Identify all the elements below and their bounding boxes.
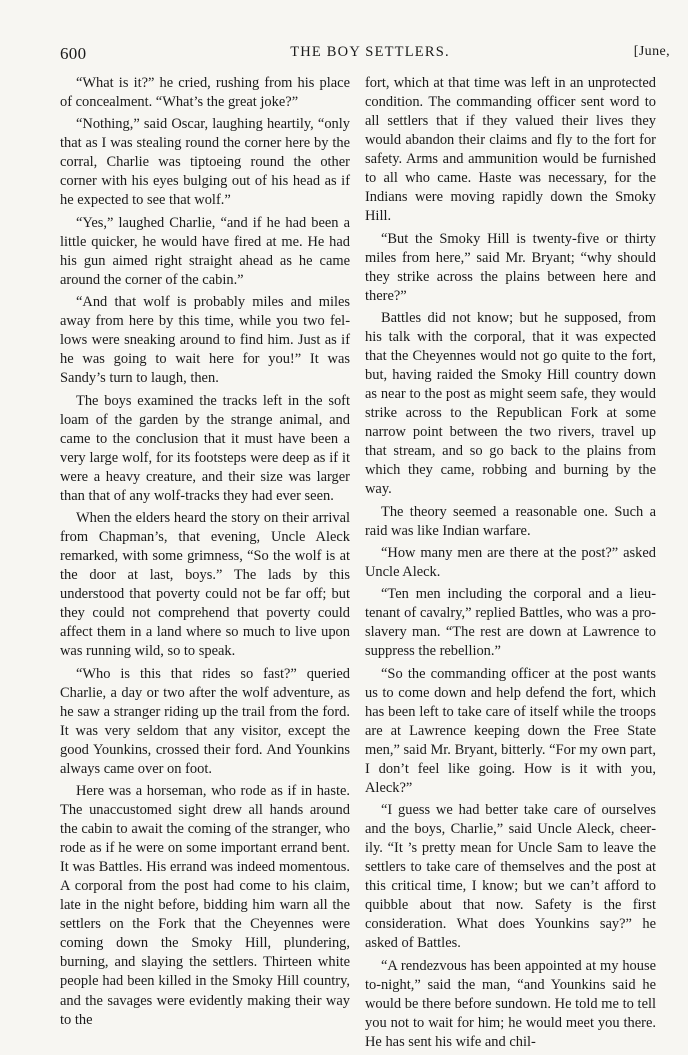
right-column	[365, 74, 656, 1055]
paragraph-continued: fort, which at that time was left in an unprotected condition. The commanding officer sent word to all settlers that if they valued their lives they would abandon their claims and fly to the fort for safety. Arms and ammunition would be furnished to all who came. Haste was necessary, for the Indians were moving rapidly down the Smoky Hill.	[365, 75, 656, 225]
paragraph: The boys examined the tracks left in the soft loam of the garden by the strange animal, and came to the conclusion that it must have been a very large wolf, for its footsteps were deep as if it were a heavy creature, and their size was larger than that of any wolf-tracks they had ever seen.	[60, 392, 350, 504]
paragraph: Here was a horseman, who rode as if in haste. The unaccustomed sight drew all hands around the cabin to await the coming of the stranger, who rode as if he were on some important errand bent. It was Battles. His errand was indeed momentous. A corporal from the post had come to his claim, late in the night before, bidding him warn all the settlers on the Fork that the Cheyennes were coming down the Smoky Hill, plundering, burning, and slaying the settlers. Thirteen white people had been killed in the Smoky Hill country, and the savages were evidently making their way to the	[60, 783, 350, 1028]
paragraph: When the elders heard the story on their arrival from Chapman’s, that evening, Uncle Aleck remarked, with some grimness, “So the wolf is at the door at last, boys.” The lads by this understood that poverty could not be far off; but they could not comprehend that poverty could affect them in a land where so much to live upon was running wild, so to speak.	[60, 509, 350, 660]
running-title: THE BOY SETTLERS.	[290, 44, 450, 60]
paragraph: “Ten men including the corporal and a lieutenant of cavalry,” replied Battles, who was a pro-slavery man. “The rest are down at Lawrence to suppress the rebellion.”	[365, 586, 656, 660]
paragraph: “Yes,” laughed Charlie, “and if he had been a little quicker, he would have fired at me. He had his gun aimed right straight ahead as he came around the corner of the cabin.”	[60, 214, 350, 288]
paragraph: “I guess we had better take care of ourselves and the boys, Charlie,” said Uncle Aleck, cheerily. “It ’s pretty mean for Uncle Sam to leave the settlers to take care of themselves and the post at this critical time, I know; but we can’t afford to quibble about that now. Safety is the first consideration. What does Younkins say?” he asked of Battles.	[365, 802, 656, 952]
paragraph: “A rendezvous has been appointed at my house to-night,” said the man, “and Younkins said he would be there before sundown. He told me to tell you not to wait for him; he would meet you there. He has sent his wife and chil-	[365, 957, 656, 1050]
paragraph: “Nothing,” said Oscar, laughing heartily, “only that as I was stealing round the corner here by the corral, Charlie was tiptoeing round the other corner with his eyes bulging out of his head as if he expected to see that wolf.”	[60, 116, 350, 209]
paragraph: The theory seemed a reasonable one. Such a raid was like Indian warfare.	[365, 503, 656, 539]
paragraph: “And that wolf is probably miles and miles away from here by this time, while you two fellows were sneaking around to find him. Just as if he was going to wait here for you!” It was Sandy’s turn to laugh, then.	[60, 294, 350, 387]
paragraph: “So the commanding officer at the post wants us to come down and help defend the fort, which has been left to take care of itself while the troops are at Lawrence keeping down the Free State men,” said Mr. Bryant, bitterly. “For my own part, I don’t feel like going. How is it with you, Aleck?”	[365, 665, 656, 796]
paragraph: “But the Smoky Hill is twenty-five or thirty miles from here,” said Mr. Bryant; “why should they strike across the plains between here and there?”	[365, 230, 656, 304]
left-column	[60, 74, 350, 1033]
paragraph: “Who is this that rides so fast?” queried Charlie, a day or two after the wolf adventure, as he saw a stranger riding up the trail from the ford. It was very seldom that any visitor, except the good Younkins, crossed their ford. And Younkins always came over on foot.	[60, 665, 350, 777]
paragraph: Battles did not know; but he supposed, from his talk with the corporal, that it was expected that the Cheyennes would not go quite to the fort, but, having raided the Smoky Hill country down as near to the post as might seem safe, they would strike across to the Republican Fork at some narrow point between the two rivers, travel up that stream, and so go back to the plains from which they came, robbing and burning by the way.	[365, 309, 656, 498]
paragraph: “What is it?” he cried, rushing from his place of concealment. “What’s the great joke?”	[60, 75, 350, 111]
running-head	[60, 44, 670, 66]
paragraph: “How many men are there at the post?” asked Uncle Aleck.	[365, 544, 656, 580]
page-number: 600	[60, 44, 87, 63]
running-month: [June,	[633, 44, 670, 59]
